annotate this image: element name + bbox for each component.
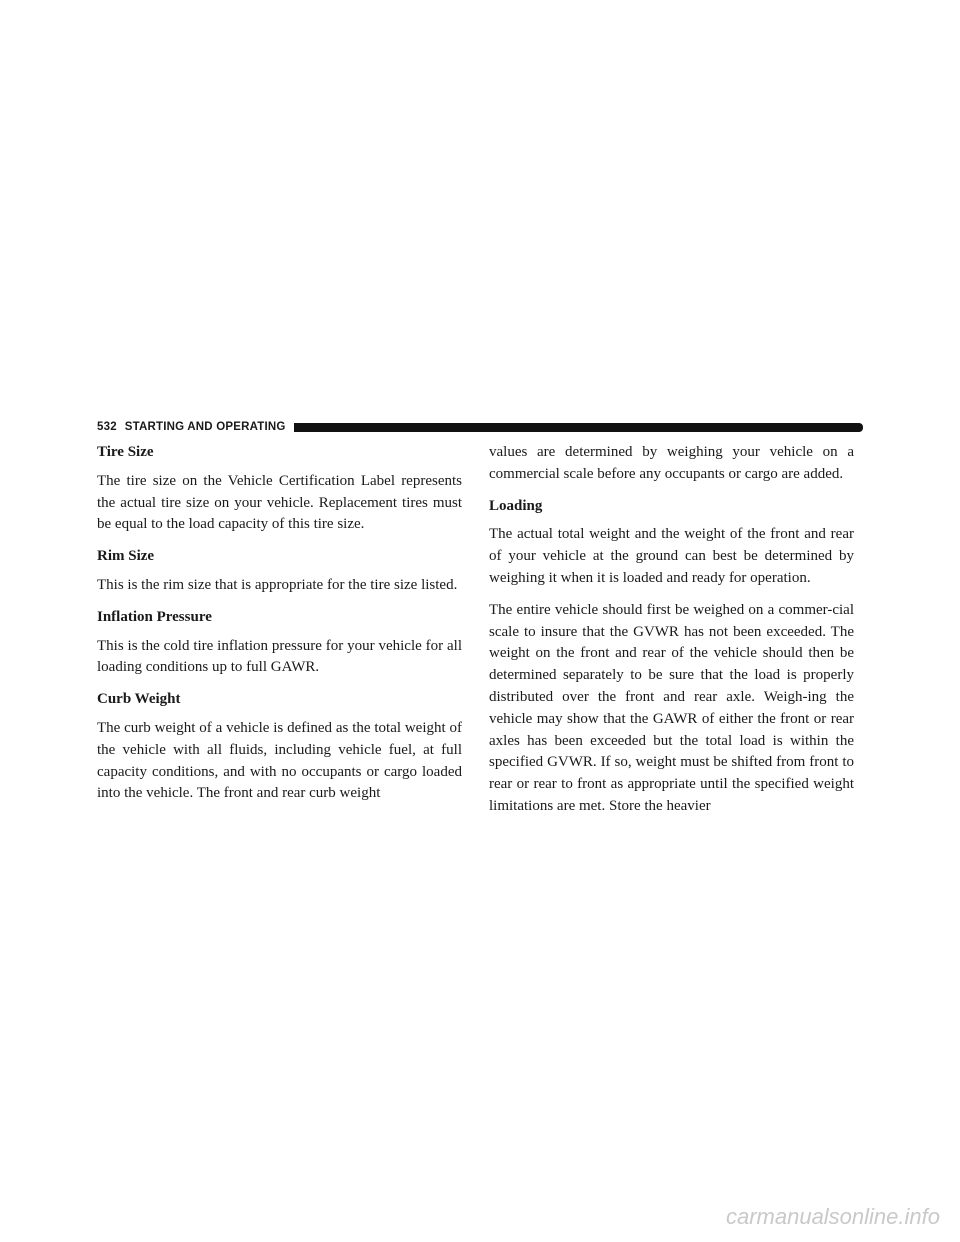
- right-column: [489, 442, 854, 828]
- page-header: [97, 419, 863, 435]
- header-rule: [294, 423, 863, 432]
- inflation-pressure-heading: Inflation Pressure: [97, 608, 212, 625]
- loading-paragraph-2: The entire vehicle should first be weighed on a commer-cial scale to insure that the GVWR has not been exceeded. The weight on the front and rear of the vehicle should then be determined separately to be sure that the load is properly distributed over the front and rear axle. Weigh-ing the vehicle may show that the GAWR of either the front or rear axles has been exceeded but the total load is within the specified GVWR. If so, weight must be shifted from front to rear or rear to front as appropriate until the specified weight limitations are met. Store the heavier: [489, 601, 854, 814]
- watermark: carmanualsonline.info: [725, 1204, 940, 1229]
- inflation-pressure-body: This is the cold tire inflation pressure for your vehicle for all loading conditions up to full GAWR.: [97, 637, 462, 676]
- rim-size-heading: Rim Size: [97, 548, 155, 565]
- curb-weight-heading: Curb Weight: [97, 691, 181, 708]
- page-number: 532: [97, 421, 117, 433]
- curb-weight-body: The curb weight of a vehicle is defined as the total weight of the vehicle with all fluids, including vehicle fuel, at full capacity conditions, and with no occupants or cargo loaded into the vehicle. The front and rear curb weight: [97, 719, 462, 802]
- rim-size-body: This is the rim size that is appropriate for the tire size listed.: [97, 576, 458, 593]
- tire-size-heading: Tire Size: [97, 444, 154, 460]
- left-column: [97, 442, 462, 815]
- loading-paragraph-1: The actual total weight and the weight of the front and rear of your vehicle at the ground can best be determined by weighing it when it is loaded and ready for operation.: [489, 526, 854, 586]
- tire-size-body: The tire size on the Vehicle Certification Label represents the actual tire size on your vehicle. Replacement tires must be equal to the load capacity of this tire size.: [97, 472, 462, 533]
- curb-weight-continuation: values are determined by weighing your vehicle on a commercial scale before any occupants or cargo are added.: [489, 444, 854, 482]
- loading-heading: Loading: [489, 497, 543, 514]
- section-title: STARTING AND OPERATING: [124, 421, 286, 433]
